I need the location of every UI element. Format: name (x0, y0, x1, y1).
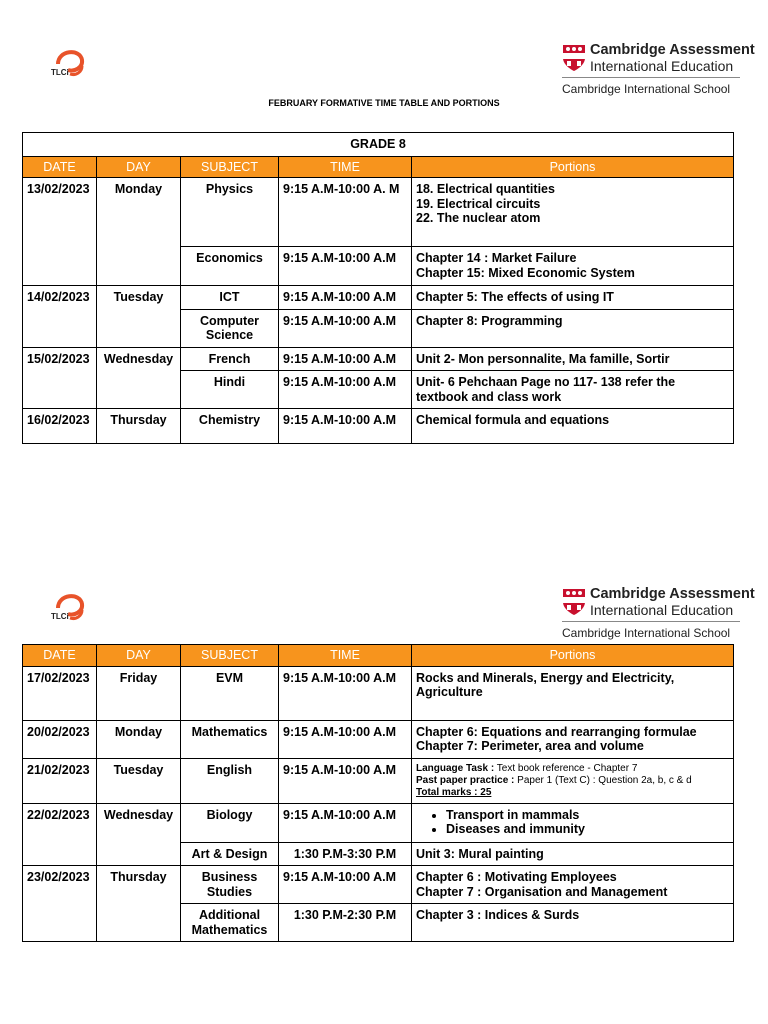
col-time: TIME (279, 645, 412, 667)
day-cell: Monday (97, 720, 181, 758)
date-cell: 21/02/2023 (23, 758, 97, 803)
subject-cell: Additional Mathematics (181, 904, 279, 942)
col-date: DATE (23, 156, 97, 178)
past-paper-line: Past paper practice : Paper 1 (Text C) : Question 2a, b, c & d (416, 774, 692, 786)
subject-cell: Business Studies (181, 866, 279, 904)
time-cell: 9:15 A.M-10:00 A. M (279, 178, 412, 247)
svg-text:TLCi: TLCi (51, 68, 69, 77)
cambridge-title: Cambridge Assessment (590, 586, 755, 602)
subject-cell: Hindi (181, 371, 279, 409)
date-cell: 17/02/2023 (23, 666, 97, 720)
col-subject: SUBJECT (181, 645, 279, 667)
date-cell: 13/02/2023 (23, 178, 97, 286)
subject-cell: EVM (181, 666, 279, 720)
subject-cell: Mathematics (181, 720, 279, 758)
date-cell: 23/02/2023 (23, 866, 97, 942)
tlci-logo (46, 588, 106, 634)
col-day: DAY (97, 645, 181, 667)
portion-line: 18. Electrical quantities (416, 182, 555, 196)
cambridge-subtitle: International Education (590, 58, 734, 74)
subject-cell: ICT (181, 286, 279, 310)
timetable-grade-8-continued (22, 644, 734, 942)
school-name: Cambridge International School (562, 82, 731, 96)
time-cell: 1:30 P.M-3:30 P.M (279, 842, 412, 866)
svg-text:TLCi: TLCi (51, 612, 69, 621)
timetable-grade-8 (22, 132, 734, 444)
time-cell: 9:15 A.M-10:00 A.M (279, 247, 412, 286)
table-row (23, 666, 734, 720)
table-row (23, 720, 734, 758)
col-date: DATE (23, 645, 97, 667)
portions-cell: Chapter 8: Programming (412, 309, 734, 347)
portions-cell (412, 178, 734, 247)
portion-line: Chapter 6 : Motivating Employees (416, 870, 617, 884)
time-cell: 1:30 P.M-2:30 P.M (279, 904, 412, 942)
date-cell: 16/02/2023 (23, 409, 97, 444)
day-cell: Thursday (97, 409, 181, 444)
school-name: Cambridge International School (562, 626, 731, 640)
table-row (23, 758, 734, 803)
time-cell: 9:15 A.M-10:00 A.M (279, 866, 412, 904)
col-portions: Portions (412, 156, 734, 178)
time-cell: 9:15 A.M-10:00 A.M (279, 347, 412, 371)
portions-cell: Unit 3: Mural painting (412, 842, 734, 866)
col-day: DAY (97, 156, 181, 178)
portion-line: Chapter 15: Mixed Economic System (416, 265, 635, 280)
date-cell: 14/02/2023 (23, 286, 97, 348)
time-cell: 9:15 A.M-10:00 A.M (279, 286, 412, 310)
time-cell: 9:15 A.M-10:00 A.M (279, 371, 412, 409)
time-cell: 9:15 A.M-10:00 A.M (279, 803, 412, 842)
date-cell: 20/02/2023 (23, 720, 97, 758)
tlci-logo (46, 44, 106, 90)
time-cell: 9:15 A.M-10:00 A.M (279, 309, 412, 347)
day-cell: Friday (97, 666, 181, 720)
portions-cell: Chapter 5: The effects of using IT (412, 286, 734, 310)
portion-line: Chapter 14 : Market Failure (416, 251, 577, 265)
date-cell: 15/02/2023 (23, 347, 97, 409)
day-cell: Tuesday (97, 758, 181, 803)
subject-cell: Economics (181, 247, 279, 286)
col-time: TIME (279, 156, 412, 178)
portion-line: Chapter 6: Equations and rearranging formulae (416, 724, 697, 739)
grade-heading: GRADE 8 (23, 133, 734, 157)
portions-cell: Unit 2- Mon personnalite, Ma famille, Sortir (412, 347, 734, 371)
day-cell: Wednesday (97, 347, 181, 409)
date-cell: 22/02/2023 (23, 803, 97, 866)
time-cell: 9:15 A.M-10:00 A.M (279, 720, 412, 758)
portions-cell (412, 720, 734, 758)
portions-cell: Rocks and Minerals, Energy and Electricity, Agriculture (412, 666, 734, 720)
day-cell: Thursday (97, 866, 181, 942)
table-row (23, 803, 734, 842)
portions-cell (412, 803, 734, 842)
cambridge-shield-icon (562, 588, 586, 616)
portions-cell: Unit- 6 Pehchaan Page no 117- 138 refer the textbook and class work (412, 371, 734, 409)
divider (562, 77, 740, 78)
table-row (23, 286, 734, 310)
portions-cell (412, 758, 734, 803)
subject-cell: Chemistry (181, 409, 279, 444)
subject-cell: Biology (181, 803, 279, 842)
portions-cell (412, 247, 734, 286)
subject-cell: Art & Design (181, 842, 279, 866)
subject-cell: English (181, 758, 279, 803)
portions-cell: Chemical formula and equations (412, 409, 734, 444)
portions-cell (412, 866, 734, 904)
table-header (23, 645, 734, 667)
divider (562, 621, 740, 622)
table-header (23, 156, 734, 178)
portions-cell: Chapter 3 : Indices & Surds (412, 904, 734, 942)
cambridge-title: Cambridge Assessment (590, 42, 755, 58)
list-item: • Transport in mammals (446, 808, 729, 823)
language-task-line: Language Task : Text book reference - Chapter 7 (416, 762, 638, 774)
cambridge-subtitle: International Education (590, 602, 734, 618)
portion-line: Chapter 7 : Organisation and Management (416, 884, 668, 899)
cambridge-shield-icon (562, 44, 586, 72)
day-cell: Tuesday (97, 286, 181, 348)
list-item: • Diseases and immunity (446, 822, 729, 837)
time-cell: 9:15 A.M-10:00 A.M (279, 666, 412, 720)
total-marks-line: Total marks : 25 (416, 786, 492, 798)
portion-line: 22. The nuclear atom (416, 211, 541, 225)
day-cell: Wednesday (97, 803, 181, 866)
subject-cell: French (181, 347, 279, 371)
portion-line: 19. Electrical circuits (416, 196, 541, 211)
col-subject: SUBJECT (181, 156, 279, 178)
time-cell: 9:15 A.M-10:00 A.M (279, 758, 412, 803)
col-portions: Portions (412, 645, 734, 667)
day-cell: Monday (97, 178, 181, 286)
time-cell: 9:15 A.M-10:00 A.M (279, 409, 412, 444)
table-row (23, 178, 734, 247)
table-row (23, 409, 734, 444)
table-row (23, 866, 734, 904)
portion-line: Chapter 7: Perimeter, area and volume (416, 739, 644, 753)
table-row (23, 347, 734, 371)
subject-cell: Computer Science (181, 309, 279, 347)
subject-cell: Physics (181, 178, 279, 247)
page-title: FEBRUARY FORMATIVE TIME TABLE AND PORTIONS (268, 98, 500, 108)
